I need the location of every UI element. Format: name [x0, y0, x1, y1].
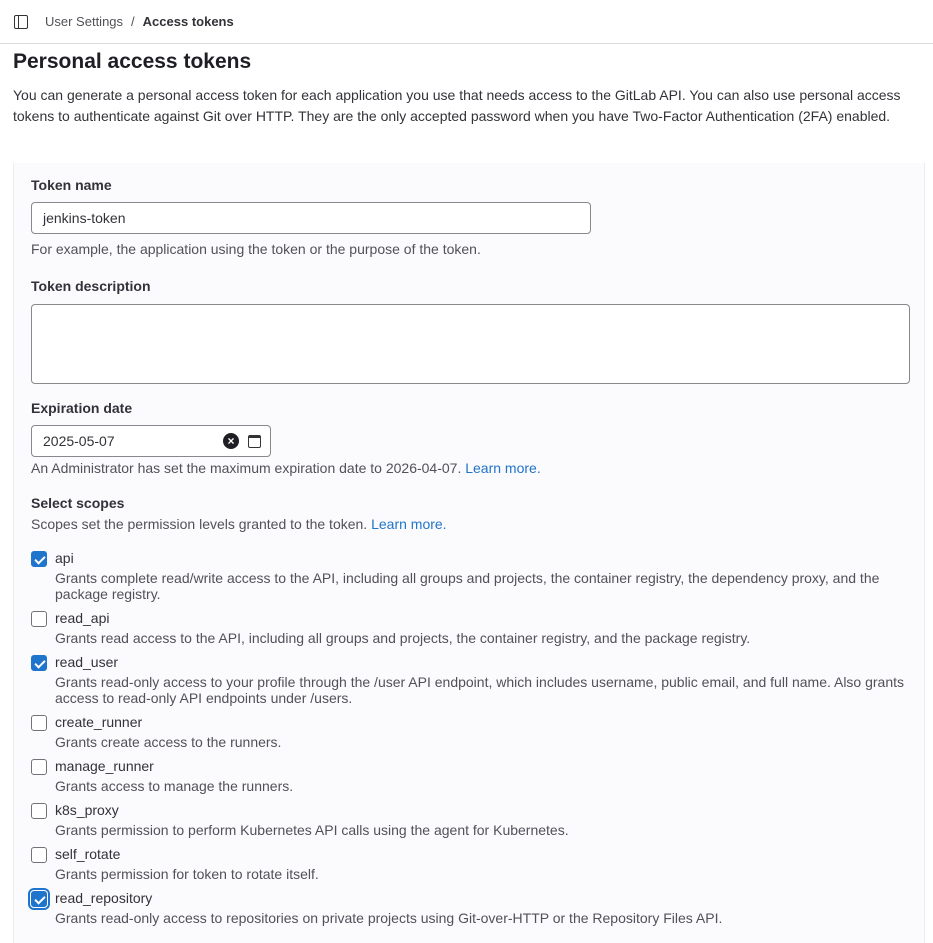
scope-checkbox[interactable]	[31, 551, 47, 567]
page-intro: You can generate a personal access token for each application you use that needs access to the GitLab API. You can also use personal access tokens to authenticate against Git over HTTP. They are the only accepted password when you have Two-Factor Authentication (2FA) enabled.	[13, 87, 901, 124]
token-name-input[interactable]	[31, 202, 591, 234]
scope-description: Grants access to manage the runners.	[55, 778, 294, 794]
scopes-learn-more-link[interactable]: Learn more.	[371, 516, 447, 532]
scope-description: Grants complete read/write access to the API, including all groups and projects, the container registry, the dependency proxy, and the package registry.	[55, 570, 880, 602]
breadcrumb-separator: /	[131, 14, 135, 29]
scope-name[interactable]: read_api	[55, 610, 110, 626]
token-name-help: For example, the application using the token or the purpose of the token.	[31, 241, 481, 257]
scopes-label: Select scopes	[31, 495, 125, 511]
expiration-date-input[interactable]	[31, 425, 271, 457]
scope-description: Grants permission for token to rotate itself.	[55, 866, 319, 882]
token-form	[13, 163, 925, 943]
scope-description: Grants permission to perform Kubernetes API calls using the agent for Kubernetes.	[55, 822, 569, 838]
expiration-help	[31, 460, 541, 476]
scope-name[interactable]: read_user	[55, 654, 119, 670]
calendar-icon[interactable]	[248, 435, 261, 448]
token-description-label: Token description	[31, 278, 151, 294]
scope-checkbox[interactable]	[31, 715, 47, 731]
scope-checkbox[interactable]	[31, 803, 47, 819]
scope-name[interactable]: create_runner	[55, 714, 143, 730]
expiration-learn-more-link[interactable]: Learn more.	[465, 460, 541, 476]
scope-description: Grants read-only access to repositories on private projects using Git-over-HTTP or the Repository Files API.	[55, 910, 723, 926]
scope-name[interactable]: api	[55, 550, 74, 566]
scope-checkbox[interactable]	[31, 847, 47, 863]
scopes-help	[31, 516, 447, 532]
scopes-help-text: Scopes set the permission levels granted to the token.	[31, 516, 368, 532]
page-title: Personal access tokens	[13, 50, 252, 73]
scope-name[interactable]: self_rotate	[55, 846, 121, 862]
scope-checkbox[interactable]	[31, 891, 47, 907]
scope-description: Grants read-only access to your profile through the /user API endpoint, which includes username, public email, and full name. Also grants access to read-only API endpoints under /users.	[55, 674, 905, 706]
scope-checkbox[interactable]	[31, 611, 47, 627]
expiration-label: Expiration date	[31, 400, 133, 416]
scope-name[interactable]: manage_runner	[55, 758, 154, 774]
scope-description: Grants create access to the runners.	[55, 734, 282, 750]
scope-checkbox[interactable]	[31, 655, 47, 671]
sidebar-toggle-icon[interactable]	[14, 15, 28, 29]
expiration-help-text: An Administrator has set the maximum expiration date to 2026-04-07.	[31, 460, 462, 476]
token-name-label: Token name	[31, 177, 112, 193]
scope-name[interactable]: read_repository	[55, 890, 153, 906]
expiration-value: 2025-05-07	[43, 433, 115, 449]
scope-description: Grants read access to the API, including all groups and projects, the container registry, and the package registry.	[55, 630, 751, 646]
breadcrumb-current: Access tokens	[142, 14, 234, 29]
token-description-textarea[interactable]	[31, 304, 910, 384]
breadcrumb-user-settings[interactable]: User Settings	[45, 14, 124, 29]
scope-checkbox[interactable]	[31, 759, 47, 775]
top-bar	[0, 0, 933, 44]
clear-icon[interactable]: ×	[223, 433, 239, 449]
token-name-value: jenkins-token	[43, 210, 126, 226]
scope-name[interactable]: k8s_proxy	[55, 802, 119, 818]
